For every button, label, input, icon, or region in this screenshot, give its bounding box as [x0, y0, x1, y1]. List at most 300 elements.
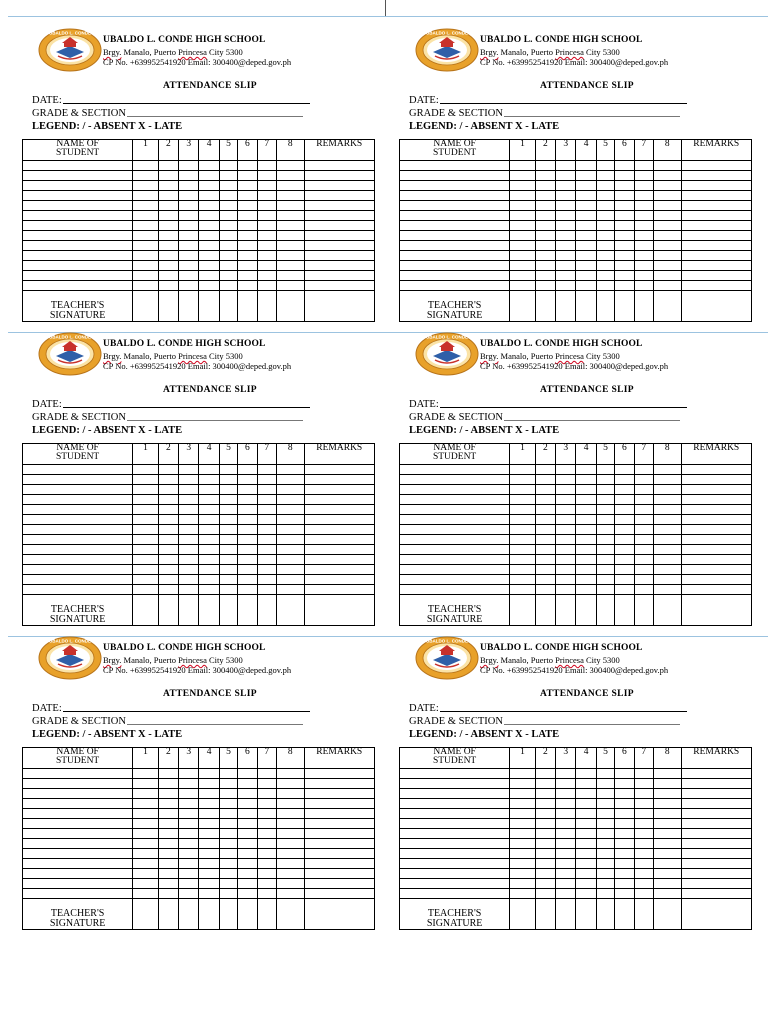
date-line[interactable] [63, 710, 310, 712]
attendance-cell[interactable] [179, 211, 199, 221]
attendance-cell[interactable] [133, 281, 159, 291]
attendance-cell[interactable] [510, 465, 536, 475]
attendance-cell[interactable] [158, 475, 178, 485]
attendance-cell[interactable] [634, 849, 653, 859]
attendance-cell[interactable] [179, 869, 199, 879]
attendance-cell[interactable] [535, 849, 555, 859]
attendance-cell[interactable] [219, 191, 237, 201]
attendance-cell[interactable] [576, 839, 596, 849]
attendance-cell[interactable] [615, 475, 634, 485]
attendance-cell[interactable] [257, 475, 276, 485]
signature-cell[interactable] [535, 595, 555, 626]
student-name-cell[interactable] [400, 545, 510, 555]
attendance-cell[interactable] [510, 779, 536, 789]
remarks-cell[interactable] [304, 161, 374, 171]
attendance-cell[interactable] [634, 869, 653, 879]
signature-cell[interactable] [257, 899, 276, 930]
attendance-cell[interactable] [257, 575, 276, 585]
attendance-cell[interactable] [276, 171, 304, 181]
attendance-cell[interactable] [615, 221, 634, 231]
attendance-cell[interactable] [576, 779, 596, 789]
attendance-cell[interactable] [219, 545, 237, 555]
signature-cell[interactable] [556, 291, 576, 322]
attendance-cell[interactable] [535, 191, 555, 201]
attendance-cell[interactable] [615, 181, 634, 191]
student-name-cell[interactable] [23, 859, 133, 869]
attendance-cell[interactable] [634, 585, 653, 595]
attendance-cell[interactable] [133, 789, 159, 799]
remarks-cell[interactable] [304, 789, 374, 799]
attendance-cell[interactable] [179, 575, 199, 585]
attendance-cell[interactable] [535, 879, 555, 889]
attendance-cell[interactable] [510, 879, 536, 889]
attendance-cell[interactable] [276, 465, 304, 475]
attendance-cell[interactable] [556, 575, 576, 585]
attendance-cell[interactable] [238, 231, 257, 241]
attendance-cell[interactable] [510, 475, 536, 485]
attendance-cell[interactable] [276, 281, 304, 291]
student-name-cell[interactable] [400, 889, 510, 899]
attendance-cell[interactable] [576, 221, 596, 231]
attendance-cell[interactable] [535, 201, 555, 211]
signature-cell[interactable] [276, 899, 304, 930]
attendance-cell[interactable] [158, 869, 178, 879]
attendance-cell[interactable] [576, 261, 596, 271]
attendance-cell[interactable] [535, 221, 555, 231]
attendance-cell[interactable] [556, 799, 576, 809]
remarks-cell[interactable] [304, 191, 374, 201]
remarks-cell[interactable] [304, 171, 374, 181]
signature-cell[interactable] [634, 899, 653, 930]
attendance-cell[interactable] [199, 485, 219, 495]
signature-cell[interactable] [276, 595, 304, 626]
signature-cell[interactable] [653, 899, 681, 930]
attendance-cell[interactable] [158, 261, 178, 271]
remarks-cell[interactable] [304, 261, 374, 271]
attendance-cell[interactable] [158, 465, 178, 475]
attendance-cell[interactable] [199, 555, 219, 565]
student-name-cell[interactable] [400, 231, 510, 241]
attendance-cell[interactable] [276, 495, 304, 505]
remarks-cell[interactable] [681, 555, 751, 565]
attendance-cell[interactable] [133, 211, 159, 221]
student-name-cell[interactable] [23, 585, 133, 595]
attendance-cell[interactable] [276, 211, 304, 221]
attendance-cell[interactable] [199, 505, 219, 515]
student-name-cell[interactable] [400, 525, 510, 535]
student-name-cell[interactable] [23, 889, 133, 899]
student-name-cell[interactable] [400, 555, 510, 565]
attendance-cell[interactable] [535, 161, 555, 171]
attendance-cell[interactable] [634, 555, 653, 565]
attendance-cell[interactable] [653, 261, 681, 271]
remarks-cell[interactable] [681, 889, 751, 899]
attendance-cell[interactable] [634, 809, 653, 819]
attendance-cell[interactable] [596, 819, 614, 829]
attendance-cell[interactable] [634, 779, 653, 789]
attendance-cell[interactable] [576, 171, 596, 181]
attendance-cell[interactable] [238, 485, 257, 495]
remarks-cell[interactable] [681, 545, 751, 555]
attendance-cell[interactable] [257, 181, 276, 191]
attendance-cell[interactable] [576, 555, 596, 565]
attendance-cell[interactable] [576, 545, 596, 555]
attendance-cell[interactable] [276, 565, 304, 575]
remarks-cell[interactable] [304, 779, 374, 789]
attendance-cell[interactable] [158, 231, 178, 241]
student-name-cell[interactable] [23, 555, 133, 565]
remarks-cell[interactable] [681, 281, 751, 291]
attendance-cell[interactable] [596, 555, 614, 565]
attendance-cell[interactable] [133, 161, 159, 171]
attendance-cell[interactable] [238, 475, 257, 485]
attendance-cell[interactable] [653, 221, 681, 231]
attendance-cell[interactable] [634, 515, 653, 525]
attendance-cell[interactable] [634, 171, 653, 181]
attendance-cell[interactable] [576, 281, 596, 291]
attendance-cell[interactable] [158, 829, 178, 839]
attendance-cell[interactable] [199, 201, 219, 211]
attendance-cell[interactable] [596, 829, 614, 839]
signature-cell[interactable] [615, 595, 634, 626]
student-name-cell[interactable] [23, 201, 133, 211]
attendance-cell[interactable] [576, 211, 596, 221]
attendance-cell[interactable] [596, 201, 614, 211]
attendance-cell[interactable] [596, 161, 614, 171]
remarks-cell[interactable] [304, 475, 374, 485]
attendance-cell[interactable] [199, 849, 219, 859]
remarks-cell[interactable] [681, 809, 751, 819]
attendance-cell[interactable] [556, 869, 576, 879]
attendance-cell[interactable] [199, 231, 219, 241]
attendance-cell[interactable] [556, 261, 576, 271]
signature-cell[interactable] [615, 291, 634, 322]
attendance-cell[interactable] [158, 161, 178, 171]
attendance-cell[interactable] [615, 829, 634, 839]
student-name-cell[interactable] [400, 515, 510, 525]
attendance-cell[interactable] [556, 585, 576, 595]
student-name-cell[interactable] [400, 465, 510, 475]
attendance-cell[interactable] [158, 849, 178, 859]
date-line[interactable] [440, 710, 687, 712]
attendance-cell[interactable] [238, 809, 257, 819]
student-name-cell[interactable] [23, 211, 133, 221]
attendance-cell[interactable] [219, 171, 237, 181]
signature-cell[interactable] [681, 291, 751, 322]
attendance-cell[interactable] [238, 505, 257, 515]
attendance-cell[interactable] [179, 515, 199, 525]
attendance-cell[interactable] [535, 779, 555, 789]
attendance-cell[interactable] [179, 475, 199, 485]
attendance-cell[interactable] [596, 231, 614, 241]
attendance-cell[interactable] [238, 281, 257, 291]
attendance-cell[interactable] [634, 799, 653, 809]
attendance-cell[interactable] [219, 585, 237, 595]
attendance-cell[interactable] [179, 251, 199, 261]
attendance-cell[interactable] [596, 485, 614, 495]
attendance-cell[interactable] [276, 161, 304, 171]
attendance-cell[interactable] [556, 201, 576, 211]
attendance-cell[interactable] [653, 859, 681, 869]
attendance-cell[interactable] [556, 849, 576, 859]
attendance-cell[interactable] [556, 515, 576, 525]
attendance-cell[interactable] [219, 211, 237, 221]
remarks-cell[interactable] [304, 535, 374, 545]
attendance-cell[interactable] [510, 271, 536, 281]
attendance-cell[interactable] [634, 495, 653, 505]
attendance-cell[interactable] [238, 525, 257, 535]
attendance-cell[interactable] [596, 525, 614, 535]
remarks-cell[interactable] [681, 505, 751, 515]
attendance-cell[interactable] [596, 575, 614, 585]
attendance-cell[interactable] [634, 191, 653, 201]
attendance-cell[interactable] [535, 525, 555, 535]
attendance-cell[interactable] [653, 281, 681, 291]
attendance-cell[interactable] [133, 465, 159, 475]
attendance-cell[interactable] [238, 261, 257, 271]
remarks-cell[interactable] [304, 839, 374, 849]
attendance-cell[interactable] [634, 789, 653, 799]
attendance-cell[interactable] [596, 889, 614, 899]
attendance-cell[interactable] [653, 231, 681, 241]
attendance-cell[interactable] [615, 779, 634, 789]
date-line[interactable] [440, 406, 687, 408]
attendance-cell[interactable] [179, 171, 199, 181]
student-name-cell[interactable] [400, 535, 510, 545]
remarks-cell[interactable] [304, 281, 374, 291]
student-name-cell[interactable] [400, 485, 510, 495]
attendance-cell[interactable] [257, 485, 276, 495]
remarks-cell[interactable] [304, 251, 374, 261]
attendance-cell[interactable] [596, 495, 614, 505]
attendance-cell[interactable] [133, 535, 159, 545]
attendance-cell[interactable] [596, 191, 614, 201]
attendance-cell[interactable] [199, 181, 219, 191]
student-name-cell[interactable] [23, 161, 133, 171]
student-name-cell[interactable] [23, 525, 133, 535]
attendance-cell[interactable] [596, 241, 614, 251]
attendance-cell[interactable] [199, 261, 219, 271]
attendance-cell[interactable] [276, 769, 304, 779]
remarks-cell[interactable] [304, 201, 374, 211]
attendance-cell[interactable] [535, 839, 555, 849]
attendance-cell[interactable] [133, 525, 159, 535]
attendance-cell[interactable] [158, 271, 178, 281]
student-name-cell[interactable] [23, 809, 133, 819]
attendance-cell[interactable] [179, 809, 199, 819]
attendance-cell[interactable] [158, 515, 178, 525]
attendance-cell[interactable] [257, 201, 276, 211]
attendance-cell[interactable] [133, 809, 159, 819]
attendance-cell[interactable] [615, 161, 634, 171]
remarks-cell[interactable] [681, 819, 751, 829]
attendance-cell[interactable] [158, 171, 178, 181]
attendance-cell[interactable] [158, 241, 178, 251]
attendance-cell[interactable] [158, 221, 178, 231]
attendance-cell[interactable] [179, 221, 199, 231]
attendance-cell[interactable] [199, 565, 219, 575]
student-name-cell[interactable] [400, 181, 510, 191]
attendance-cell[interactable] [257, 829, 276, 839]
attendance-cell[interactable] [535, 809, 555, 819]
attendance-cell[interactable] [133, 839, 159, 849]
attendance-cell[interactable] [576, 859, 596, 869]
attendance-cell[interactable] [510, 839, 536, 849]
attendance-cell[interactable] [510, 505, 536, 515]
signature-cell[interactable] [653, 291, 681, 322]
remarks-cell[interactable] [304, 485, 374, 495]
attendance-cell[interactable] [653, 171, 681, 181]
attendance-cell[interactable] [653, 869, 681, 879]
signature-cell[interactable] [179, 899, 199, 930]
signature-cell[interactable] [576, 291, 596, 322]
remarks-cell[interactable] [304, 181, 374, 191]
attendance-cell[interactable] [257, 879, 276, 889]
attendance-cell[interactable] [576, 475, 596, 485]
attendance-cell[interactable] [133, 889, 159, 899]
attendance-cell[interactable] [199, 585, 219, 595]
attendance-cell[interactable] [199, 789, 219, 799]
attendance-cell[interactable] [199, 241, 219, 251]
attendance-cell[interactable] [510, 221, 536, 231]
attendance-cell[interactable] [634, 819, 653, 829]
attendance-cell[interactable] [576, 231, 596, 241]
signature-cell[interactable] [133, 899, 159, 930]
attendance-cell[interactable] [556, 809, 576, 819]
attendance-cell[interactable] [576, 201, 596, 211]
remarks-cell[interactable] [304, 859, 374, 869]
attendance-cell[interactable] [596, 211, 614, 221]
attendance-cell[interactable] [219, 829, 237, 839]
remarks-cell[interactable] [681, 799, 751, 809]
attendance-cell[interactable] [615, 839, 634, 849]
attendance-cell[interactable] [653, 515, 681, 525]
remarks-cell[interactable] [304, 525, 374, 535]
attendance-cell[interactable] [199, 271, 219, 281]
attendance-cell[interactable] [576, 525, 596, 535]
attendance-cell[interactable] [219, 495, 237, 505]
remarks-cell[interactable] [681, 585, 751, 595]
remarks-cell[interactable] [681, 475, 751, 485]
attendance-cell[interactable] [199, 171, 219, 181]
attendance-cell[interactable] [510, 799, 536, 809]
attendance-cell[interactable] [576, 161, 596, 171]
attendance-cell[interactable] [133, 575, 159, 585]
attendance-cell[interactable] [535, 799, 555, 809]
remarks-cell[interactable] [681, 879, 751, 889]
date-line[interactable] [63, 102, 310, 104]
attendance-cell[interactable] [133, 505, 159, 515]
remarks-cell[interactable] [681, 829, 751, 839]
attendance-cell[interactable] [199, 465, 219, 475]
attendance-cell[interactable] [653, 585, 681, 595]
attendance-cell[interactable] [276, 231, 304, 241]
attendance-cell[interactable] [653, 495, 681, 505]
attendance-cell[interactable] [576, 879, 596, 889]
attendance-cell[interactable] [238, 769, 257, 779]
attendance-cell[interactable] [179, 565, 199, 575]
remarks-cell[interactable] [304, 769, 374, 779]
attendance-cell[interactable] [238, 271, 257, 281]
attendance-cell[interactable] [219, 251, 237, 261]
attendance-cell[interactable] [634, 201, 653, 211]
attendance-cell[interactable] [576, 271, 596, 281]
attendance-cell[interactable] [219, 261, 237, 271]
student-name-cell[interactable] [23, 799, 133, 809]
attendance-cell[interactable] [238, 829, 257, 839]
attendance-cell[interactable] [535, 889, 555, 899]
attendance-cell[interactable] [510, 231, 536, 241]
attendance-cell[interactable] [158, 545, 178, 555]
attendance-cell[interactable] [179, 161, 199, 171]
attendance-cell[interactable] [535, 819, 555, 829]
remarks-cell[interactable] [304, 555, 374, 565]
attendance-cell[interactable] [535, 565, 555, 575]
remarks-cell[interactable] [304, 211, 374, 221]
attendance-cell[interactable] [634, 221, 653, 231]
attendance-cell[interactable] [510, 545, 536, 555]
attendance-cell[interactable] [179, 585, 199, 595]
attendance-cell[interactable] [257, 789, 276, 799]
attendance-cell[interactable] [219, 181, 237, 191]
attendance-cell[interactable] [158, 555, 178, 565]
attendance-cell[interactable] [257, 545, 276, 555]
date-line[interactable] [63, 406, 310, 408]
attendance-cell[interactable] [199, 525, 219, 535]
remarks-cell[interactable] [681, 535, 751, 545]
attendance-cell[interactable] [653, 505, 681, 515]
attendance-cell[interactable] [535, 859, 555, 869]
attendance-cell[interactable] [634, 211, 653, 221]
attendance-cell[interactable] [133, 181, 159, 191]
attendance-cell[interactable] [238, 251, 257, 261]
attendance-cell[interactable] [199, 839, 219, 849]
student-name-cell[interactable] [23, 839, 133, 849]
remarks-cell[interactable] [681, 161, 751, 171]
attendance-cell[interactable] [576, 505, 596, 515]
attendance-cell[interactable] [219, 515, 237, 525]
attendance-cell[interactable] [199, 859, 219, 869]
signature-cell[interactable] [158, 291, 178, 322]
attendance-cell[interactable] [634, 281, 653, 291]
attendance-cell[interactable] [596, 475, 614, 485]
signature-cell[interactable] [556, 595, 576, 626]
attendance-cell[interactable] [238, 465, 257, 475]
attendance-cell[interactable] [179, 769, 199, 779]
attendance-cell[interactable] [556, 191, 576, 201]
student-name-cell[interactable] [23, 171, 133, 181]
attendance-cell[interactable] [615, 545, 634, 555]
attendance-cell[interactable] [653, 889, 681, 899]
grade-section-line[interactable] [127, 419, 303, 421]
attendance-cell[interactable] [535, 769, 555, 779]
signature-cell[interactable] [556, 899, 576, 930]
student-name-cell[interactable] [23, 271, 133, 281]
remarks-cell[interactable] [304, 495, 374, 505]
attendance-cell[interactable] [276, 575, 304, 585]
signature-cell[interactable] [615, 899, 634, 930]
attendance-cell[interactable] [238, 515, 257, 525]
remarks-cell[interactable] [681, 241, 751, 251]
signature-cell[interactable] [596, 899, 614, 930]
attendance-cell[interactable] [535, 555, 555, 565]
attendance-cell[interactable] [615, 859, 634, 869]
attendance-cell[interactable] [596, 799, 614, 809]
attendance-cell[interactable] [653, 251, 681, 261]
student-name-cell[interactable] [23, 475, 133, 485]
attendance-cell[interactable] [219, 465, 237, 475]
attendance-cell[interactable] [596, 535, 614, 545]
